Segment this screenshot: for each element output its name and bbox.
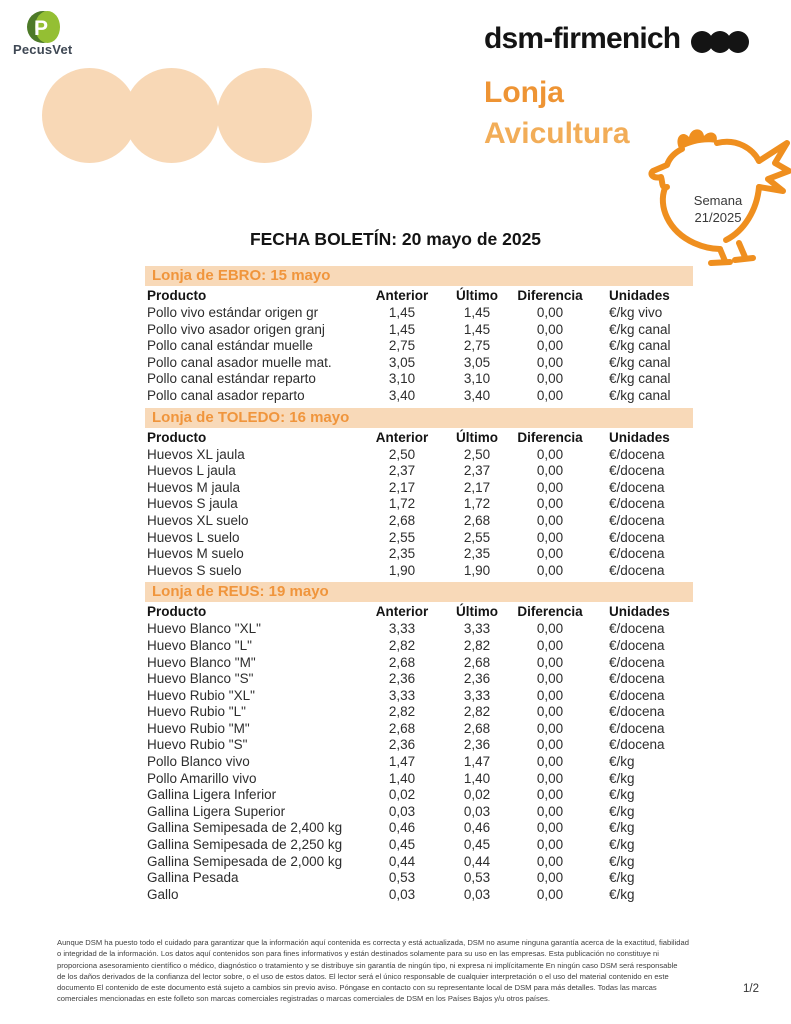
- table-row: [145, 671, 693, 688]
- cell-ultimo: 0,44: [463, 853, 491, 869]
- cell-diferencia: 0,00: [536, 338, 564, 354]
- table-row: [145, 655, 693, 672]
- cell-producto: Huevos S jaula: [147, 496, 238, 512]
- section-title-band: Lonja de EBRO: 15 mayo: [145, 266, 693, 286]
- cell-diferencia: 0,00: [536, 720, 564, 736]
- cell-unidades: €/kg: [609, 820, 635, 836]
- dsm-three-dots-icon: [691, 31, 749, 53]
- table-row: [145, 322, 693, 339]
- table-row: [145, 513, 693, 530]
- cell-producto: Huevos M jaula: [147, 479, 241, 495]
- cell-diferencia: 0,00: [536, 770, 564, 786]
- cell-producto: Pollo canal asador muelle mat.: [147, 354, 332, 370]
- cell-diferencia: 0,00: [536, 837, 564, 853]
- cell-anterior: 3,40: [388, 387, 416, 403]
- cell-anterior: 2,68: [388, 512, 416, 528]
- table-row: [145, 305, 693, 322]
- bulletin-date-heading: FECHA BOLETÍN: 20 mayo de 2025: [249, 229, 542, 249]
- table-row: [145, 837, 693, 854]
- cell-diferencia: 0,00: [536, 371, 564, 387]
- cell-ultimo: 3,33: [463, 621, 491, 637]
- cell-unidades: €/docena: [609, 671, 665, 687]
- cell-ultimo: 0,03: [463, 886, 491, 902]
- cell-diferencia: 0,00: [536, 737, 564, 753]
- table-row: [145, 854, 693, 871]
- cell-anterior: 2,50: [388, 446, 416, 462]
- cell-ultimo: 2,17: [463, 479, 491, 495]
- cell-ultimo: 2,82: [463, 637, 491, 653]
- table-row: [145, 787, 693, 804]
- cell-ultimo: 1,40: [463, 770, 491, 786]
- table-row: [145, 447, 693, 464]
- cell-anterior: 3,33: [388, 621, 416, 637]
- decorative-circle: [217, 68, 312, 163]
- page-title: [484, 72, 630, 154]
- cell-ultimo: 2,50: [463, 446, 491, 462]
- week-badge-line1: Semana: [693, 193, 743, 208]
- cell-ultimo: 3,40: [463, 387, 491, 403]
- disclaimer-line: Aunque DSM ha puesto todo el cuidado para garantizar que la información aquí contenida es correcta y está actualizada, DSM no asume ninguna garantía acerca de la exactitud, fiabilidad: [57, 938, 689, 947]
- cell-anterior: 2,37: [388, 463, 416, 479]
- table-row: [145, 638, 693, 655]
- column-header-anterior: Anterior: [375, 429, 429, 445]
- cell-unidades: €/docena: [609, 621, 665, 637]
- pecusvet-wordmark: PecusVet: [13, 42, 73, 57]
- cell-ultimo: 2,68: [463, 720, 491, 736]
- svg-text:P: P: [33, 17, 49, 40]
- cell-producto: Pollo canal asador reparto: [147, 387, 305, 403]
- cell-ultimo: 0,46: [463, 820, 491, 836]
- cell-ultimo: 2,68: [463, 512, 491, 528]
- cell-producto: Gallina Ligera Inferior: [147, 787, 277, 803]
- cell-diferencia: 0,00: [536, 321, 564, 337]
- cell-unidades: €/kg canal: [609, 321, 671, 337]
- cell-anterior: 2,68: [388, 654, 416, 670]
- cell-unidades: €/kg vivo: [609, 305, 663, 320]
- cell-unidades: €/docena: [609, 654, 665, 670]
- cell-anterior: 3,05: [388, 354, 416, 370]
- cell-anterior: 1,40: [388, 770, 416, 786]
- cell-producto: Huevo Rubio "XL": [147, 687, 255, 703]
- column-header-unidades: Unidades: [609, 429, 670, 445]
- table-row: [145, 870, 693, 887]
- cell-ultimo: 0,02: [463, 787, 491, 803]
- cell-ultimo: 2,36: [463, 737, 491, 753]
- page-title-line1: Lonja: [484, 76, 564, 109]
- cell-diferencia: 0,00: [536, 654, 564, 670]
- cell-unidades: €/docena: [609, 720, 665, 736]
- table-row: [145, 530, 693, 547]
- decorative-circle: [42, 68, 137, 163]
- cell-unidades: €/kg: [609, 787, 635, 803]
- cell-unidades: €/kg: [609, 837, 635, 853]
- cell-producto: Pollo canal estándar muelle: [147, 338, 313, 354]
- cell-producto: Gallina Pesada: [147, 870, 239, 886]
- cell-ultimo: 3,10: [463, 371, 491, 387]
- cell-producto: Huevo Blanco "L": [147, 637, 252, 653]
- cell-unidades: €/docena: [609, 546, 665, 562]
- disclaimer-line: de los daños derivados de la confianza del lector sobre, o el uso de estos datos. El lector será el único responsable de cualquier interpretación o el uso del material contenido en este: [57, 971, 669, 981]
- lonja-section: [145, 266, 693, 405]
- cell-anterior: 2,82: [388, 704, 416, 720]
- cell-diferencia: 0,00: [536, 803, 564, 819]
- cell-ultimo: 2,36: [463, 671, 491, 687]
- column-header-ultimo: Último: [456, 288, 498, 303]
- cell-anterior: 2,82: [388, 637, 416, 653]
- table-row: [145, 688, 693, 705]
- cell-anterior: 2,17: [388, 479, 416, 495]
- table-row: [145, 480, 693, 497]
- cell-diferencia: 0,00: [536, 512, 564, 528]
- cell-diferencia: 0,00: [536, 305, 564, 320]
- cell-unidades: €/docena: [609, 687, 665, 703]
- table-header-row: [145, 429, 693, 447]
- column-header-unidades: Unidades: [609, 604, 670, 620]
- week-badge-line2: 21/2025: [694, 209, 742, 225]
- cell-ultimo: 3,33: [463, 687, 491, 703]
- disclaimer-line: o integridad de la información. Los datos aquí contenidos son para fines informativos y están destinados solamente para su uso en las empresas. Esta publicación no constituye ni: [57, 949, 659, 959]
- cell-ultimo: 2,68: [463, 654, 491, 670]
- cell-anterior: 0,44: [388, 853, 416, 869]
- cell-anterior: 2,35: [388, 546, 416, 562]
- cell-unidades: €/docena: [609, 737, 665, 753]
- cell-anterior: 0,03: [388, 803, 416, 819]
- cell-ultimo: 0,03: [463, 803, 491, 819]
- cell-anterior: 0,53: [388, 870, 416, 886]
- cell-anterior: 0,02: [388, 787, 416, 803]
- cell-ultimo: 2,82: [463, 704, 491, 720]
- cell-producto: Gallina Ligera Superior: [147, 803, 286, 819]
- table-row: [145, 804, 693, 821]
- cell-diferencia: 0,00: [536, 529, 564, 545]
- table-row: [145, 546, 693, 563]
- cell-unidades: €/kg: [609, 754, 635, 770]
- cell-unidades: €/kg canal: [609, 387, 671, 403]
- cell-diferencia: 0,00: [536, 853, 564, 869]
- cell-unidades: €/kg canal: [609, 354, 671, 370]
- cell-ultimo: 2,35: [463, 546, 491, 562]
- pecusvet-logo-icon: [26, 10, 60, 44]
- cell-ultimo: 1,90: [463, 562, 491, 578]
- column-header-producto: Producto: [147, 604, 207, 620]
- cell-producto: Huevos XL suelo: [147, 512, 249, 528]
- cell-diferencia: 0,00: [536, 621, 564, 637]
- table-row: [145, 338, 693, 355]
- cell-diferencia: 0,00: [536, 463, 564, 479]
- cell-producto: Huevo Blanco "XL": [147, 621, 261, 637]
- cell-unidades: €/docena: [609, 446, 665, 462]
- column-header-producto: Producto: [147, 429, 207, 445]
- cell-anterior: 0,45: [388, 837, 416, 853]
- table-row: [145, 355, 693, 372]
- cell-producto: Pollo vivo estándar origen gr: [147, 305, 319, 320]
- column-header-anterior: Anterior: [375, 604, 429, 620]
- cell-anterior: 1,45: [388, 305, 416, 320]
- cell-anterior: 2,68: [388, 720, 416, 736]
- cell-ultimo: 1,45: [463, 305, 491, 320]
- cell-producto: Pollo canal estándar reparto: [147, 371, 316, 387]
- cell-unidades: €/kg: [609, 770, 635, 786]
- cell-diferencia: 0,00: [536, 562, 564, 578]
- cell-producto: Pollo vivo asador origen granj: [147, 321, 325, 337]
- cell-ultimo: 1,72: [463, 496, 491, 512]
- cell-anterior: 2,36: [388, 737, 416, 753]
- table-row: [145, 771, 693, 788]
- decorative-circle: [124, 68, 219, 163]
- cell-unidades: €/kg canal: [609, 338, 671, 354]
- cell-diferencia: 0,00: [536, 671, 564, 687]
- cell-diferencia: 0,00: [536, 704, 564, 720]
- cell-diferencia: 0,00: [536, 687, 564, 703]
- cell-unidades: €/docena: [609, 562, 665, 578]
- cell-ultimo: 2,75: [463, 338, 491, 354]
- disclaimer-line: proporciona asesoramiento científico o médico, diagnóstico o tratamiento y se distribuye sin garantía de ningún tipo, ni expresa ni implícitamente En ningún caso DSM será responsable: [57, 960, 678, 970]
- cell-producto: Gallina Semipesada de 2,250 kg: [147, 837, 343, 853]
- section-title-band: Lonja de TOLEDO: 16 mayo: [145, 408, 693, 428]
- cell-unidades: €/docena: [609, 463, 665, 479]
- cell-producto: Huevos S suelo: [147, 562, 242, 578]
- cell-unidades: €/kg: [609, 853, 635, 869]
- cell-producto: Pollo Blanco vivo: [147, 754, 250, 770]
- table-row: [145, 721, 693, 738]
- column-header-unidades: Unidades: [609, 288, 670, 303]
- table-row: [145, 496, 693, 513]
- cell-producto: Huevo Blanco "M": [147, 654, 256, 670]
- cell-ultimo: 0,53: [463, 870, 491, 886]
- cell-unidades: €/kg: [609, 886, 635, 902]
- cell-anterior: 3,10: [388, 371, 416, 387]
- cell-unidades: €/docena: [609, 529, 665, 545]
- table-header-row: [145, 287, 693, 305]
- cell-producto: Gallina Semipesada de 2,400 kg: [147, 820, 343, 836]
- cell-diferencia: 0,00: [536, 886, 564, 902]
- cell-unidades: €/docena: [609, 637, 665, 653]
- cell-diferencia: 0,00: [536, 387, 564, 403]
- cell-unidades: €/docena: [609, 704, 665, 720]
- lonja-section: [145, 582, 693, 903]
- cell-anterior: 2,75: [388, 338, 416, 354]
- cell-diferencia: 0,00: [536, 496, 564, 512]
- column-header-ultimo: Último: [456, 604, 498, 620]
- cell-producto: Huevo Blanco "S": [147, 671, 254, 687]
- cell-producto: Huevos L suelo: [147, 529, 240, 545]
- footer-disclaimer: [57, 937, 689, 1005]
- column-header-producto: Producto: [147, 288, 207, 303]
- table-row: [145, 388, 693, 405]
- column-header-diferencia: Diferencia: [517, 604, 583, 620]
- cell-unidades: €/docena: [609, 479, 665, 495]
- cell-anterior: 2,55: [388, 529, 416, 545]
- cell-anterior: 0,46: [388, 820, 416, 836]
- cell-unidades: €/docena: [609, 496, 665, 512]
- table-row: [145, 371, 693, 388]
- cell-producto: Huevo Rubio "S": [147, 737, 248, 753]
- table-row: [145, 737, 693, 754]
- week-badge: [672, 193, 764, 226]
- cell-diferencia: 0,00: [536, 479, 564, 495]
- cell-ultimo: 2,37: [463, 463, 491, 479]
- cell-diferencia: 0,00: [536, 870, 564, 886]
- disclaimer-line: documento El contenido de este documento está sujeto a cambios sin previo aviso. Póngase en contacto con su representante local de DSM para más detalles. Todas las marcas: [57, 983, 657, 993]
- dsm-firmenich-wordmark: dsm-firmenich: [484, 22, 681, 55]
- cell-unidades: €/docena: [609, 512, 665, 528]
- cell-unidades: €/kg canal: [609, 371, 671, 387]
- cell-diferencia: 0,00: [536, 787, 564, 803]
- cell-producto: Huevos XL jaula: [147, 446, 245, 462]
- cell-diferencia: 0,00: [536, 354, 564, 370]
- table-row: [145, 887, 693, 904]
- dsm-firmenich-logo: [484, 22, 749, 56]
- section-title-band: Lonja de REUS: 19 mayo: [145, 582, 693, 602]
- cell-ultimo: 2,55: [463, 529, 491, 545]
- cell-unidades: €/kg: [609, 803, 635, 819]
- cell-ultimo: 0,45: [463, 837, 491, 853]
- cell-ultimo: 3,05: [463, 354, 491, 370]
- cell-anterior: 1,47: [388, 754, 416, 770]
- cell-producto: Gallina Semipesada de 2,000 kg: [147, 853, 343, 869]
- cell-diferencia: 0,00: [536, 754, 564, 770]
- table-header-row: [145, 603, 693, 621]
- cell-producto: Huevos M suelo: [147, 546, 244, 562]
- table-row: [145, 704, 693, 721]
- table-row: [145, 563, 693, 580]
- cell-anterior: 2,36: [388, 671, 416, 687]
- table-row: [145, 754, 693, 771]
- column-header-anterior: Anterior: [375, 288, 429, 303]
- cell-ultimo: 1,45: [463, 321, 491, 337]
- table-row: [145, 621, 693, 638]
- table-row: [145, 463, 693, 480]
- page-title-line2: Avicultura: [484, 117, 630, 150]
- cell-diferencia: 0,00: [536, 637, 564, 653]
- cell-producto: Gallo: [147, 886, 179, 902]
- price-tables: [145, 266, 693, 903]
- column-header-ultimo: Último: [456, 429, 498, 445]
- cell-diferencia: 0,00: [536, 820, 564, 836]
- lonja-section: [145, 408, 693, 580]
- cell-anterior: 1,72: [388, 496, 416, 512]
- cell-diferencia: 0,00: [536, 546, 564, 562]
- cell-producto: Pollo Amarillo vivo: [147, 770, 257, 786]
- column-header-diferencia: Diferencia: [517, 288, 583, 303]
- disclaimer-line: comerciales mencionadas en este folleto son marcas comerciales registradas o marcas comerciales de DSM en los Países Bajos y/u otros países.: [57, 994, 550, 1004]
- cell-producto: Huevo Rubio "L": [147, 704, 246, 720]
- cell-anterior: 0,03: [388, 886, 416, 902]
- cell-producto: Huevo Rubio "M": [147, 720, 250, 736]
- table-row: [145, 820, 693, 837]
- cell-producto: Huevos L jaula: [147, 463, 236, 479]
- cell-anterior: 3,33: [388, 687, 416, 703]
- cell-anterior: 1,45: [388, 321, 416, 337]
- page-number: 1/2: [743, 983, 759, 995]
- cell-unidades: €/kg: [609, 870, 635, 886]
- cell-anterior: 1,90: [388, 562, 416, 578]
- column-header-diferencia: Diferencia: [517, 429, 583, 445]
- cell-diferencia: 0,00: [536, 446, 564, 462]
- cell-ultimo: 1,47: [463, 754, 491, 770]
